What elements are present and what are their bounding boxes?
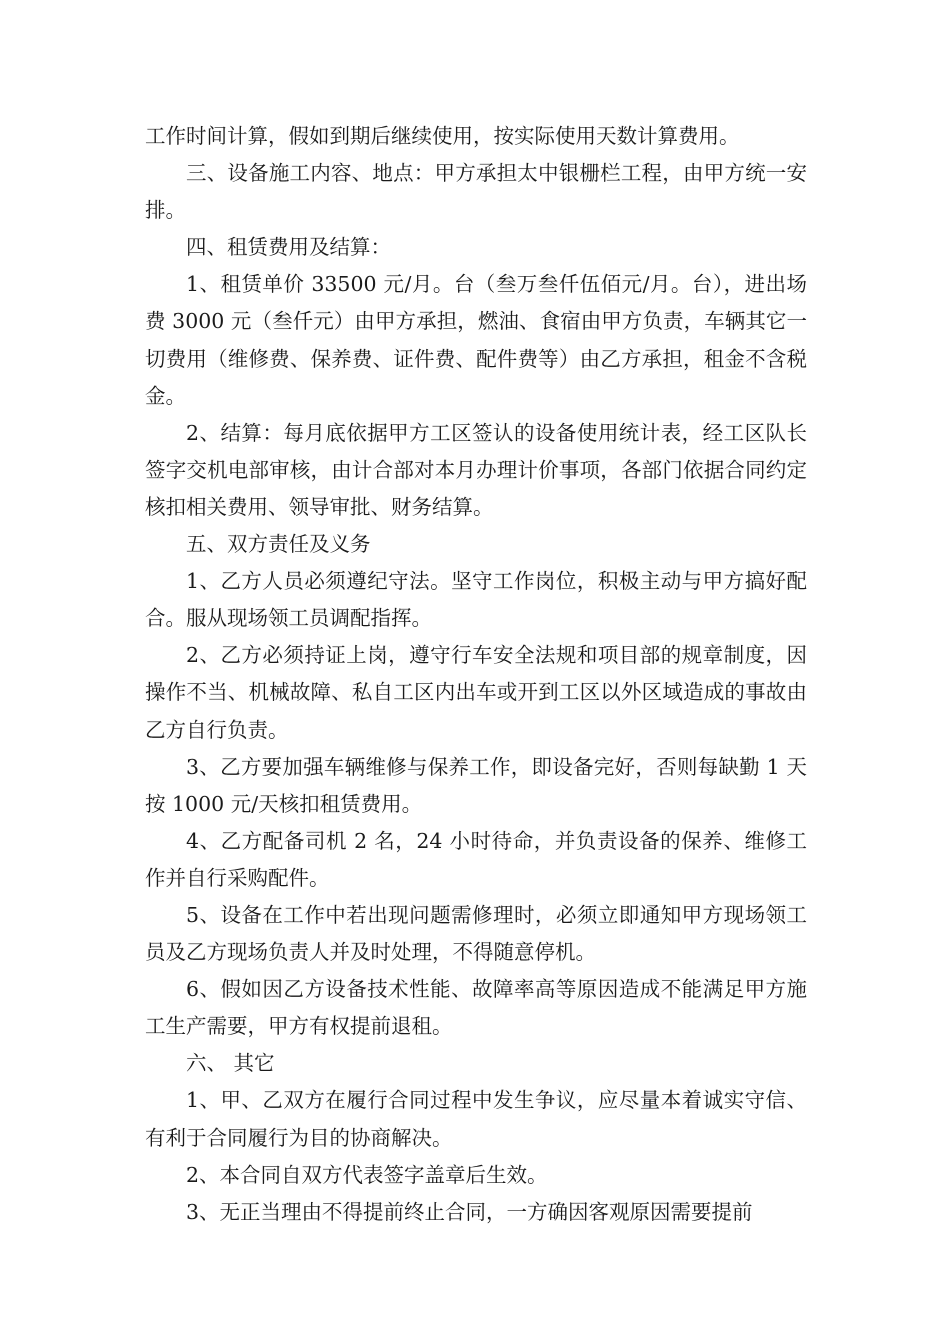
- paragraph-duty-5: 5、设备在工作中若出现问题需修理时，必须立即通知甲方现场领工员及乙方现场负责人并及时处理，不得随意停机。: [145, 902, 807, 965]
- paragraph-other-2: 2、本合同自双方代表签字盖章后生效。: [186, 1162, 548, 1187]
- paragraph-settlement: 2、结算：每月底依据甲方工区签认的设备使用统计表，经工区队长签字交机电部审核，由计合部对本月办理计价事项，各部门依据合同约定核扣相关费用、领导审批、财务结算。: [145, 420, 807, 519]
- paragraph-duty-4: 4、乙方配备司机 2 名，24 小时待命，并负责设备的保养、维修工作并自行采购配件。: [145, 828, 807, 890]
- paragraph-work-time: 工作时间计算，假如到期后继续使用，按实际使用天数计算费用。: [145, 124, 740, 148]
- document-page: [145, 118, 807, 1231]
- paragraph-rental-price: 1、租赁单价 33500 元/月。台（叁万叁仟伍佰元/月。台），进出场费 3000 元（叁仟元）由甲方承担，燃油、食宿由甲方负责，车辆其它一切费用（维修费、保养费、证件费、配件费等）由乙方承担，租金不含税金。: [145, 272, 807, 408]
- paragraph-other-1: 1、甲、乙双方在履行合同过程中发生争议，应尽量本着诚实守信、有利于合同履行为目的协商解决。: [145, 1088, 807, 1150]
- paragraph-section-five-heading: 五、双方责任及义务: [186, 532, 371, 557]
- paragraph-section-three: 三、设备施工内容、地点：甲方承担太中银栅栏工程，由甲方统一安排。: [145, 161, 807, 223]
- paragraph-duty-2: 2、乙方必须持证上岗，遵守行车安全法规和项目部的规章制度，因操作不当、机械故障、私自工区内出车或开到工区以外区域造成的事故由乙方自行负责。: [145, 643, 807, 742]
- paragraph-other-3: 3、无正当理由不得提前终止合同，一方确因客观原因需要提前: [186, 1199, 753, 1224]
- paragraph-section-four-heading: 四、租赁费用及结算：: [186, 235, 391, 260]
- paragraph-duty-6: 6、假如因乙方设备技术性能、故障率高等原因造成不能满足甲方施工生产需要，甲方有权提前退租。: [145, 977, 807, 1039]
- paragraph-section-six-heading: 六、 其它: [186, 1051, 275, 1076]
- paragraph-duty-1: 1、乙方人员必须遵纪守法。坚守工作岗位，积极主动与甲方搞好配合。服从现场领工员调配指挥。: [145, 569, 807, 631]
- paragraph-duty-3: 3、乙方要加强车辆维修与保养工作，即设备完好，否则每缺勤 1 天按 1000 元/天核扣租赁费用。: [145, 754, 807, 816]
